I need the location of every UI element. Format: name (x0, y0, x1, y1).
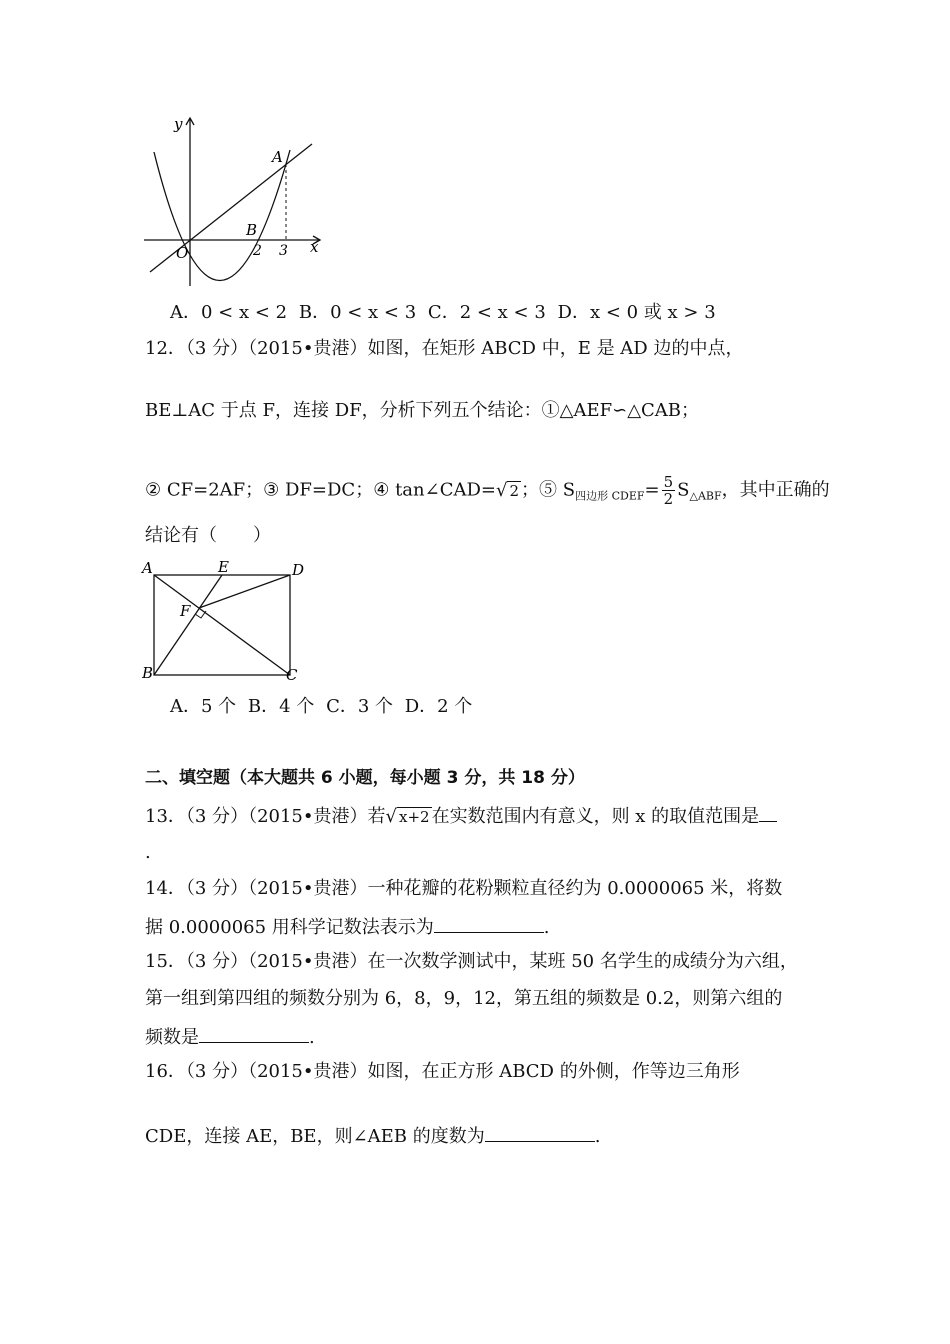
q16-line1: 16．（3 分）（2015•贵港）如图，在正方形 ABCD 的外侧，作等边三角形 (145, 1061, 740, 1082)
q12-line2: BE⊥AC 于点 F，连接 DF，分析下列五个结论：①△AEF∽△CAB； (145, 400, 700, 421)
point-a-label: A (272, 148, 283, 166)
y-label: y (174, 115, 183, 133)
q14-tail: . (543, 917, 550, 938)
q12-option-a[interactable]: A．5 个 (170, 696, 237, 717)
q13-tail: . (145, 842, 151, 863)
subscript-abf: △ABF (689, 489, 722, 503)
q15-line3 (145, 1024, 315, 1050)
q12-conclusions-c: ，其中正确的 (721, 479, 830, 501)
diagonal-ac (154, 575, 290, 675)
label-a: A (142, 559, 153, 577)
s-symbol: S (677, 479, 690, 501)
segment-df (199, 575, 290, 608)
q12-rectangle-figure (138, 556, 318, 686)
q15-line3-text: 频数是 (145, 1027, 199, 1048)
q13-suffix: 在实数范围内有意义，则 x 的取值范围是 (431, 806, 760, 827)
q11-option-b[interactable]: B．0 < x < 3 (298, 302, 417, 323)
q14-line2 (145, 914, 550, 940)
q11-option-d[interactable]: D．x < 0 或 x > 3 (557, 302, 716, 323)
segment-be (154, 575, 222, 675)
q12-line1: 12．（3 分）（2015•贵港）如图，在矩形 ABCD 中，E 是 AD 边的中点， (145, 338, 744, 359)
q14-line1: 14．（3 分）（2015•贵港）一种花瓣的花粉颗粒直径约为 0.0000065 米，将数 (145, 878, 783, 899)
q13-prefix: 13．（3 分）（2015•贵港）若 (145, 806, 386, 827)
x-label: x (310, 238, 319, 256)
q11-options (170, 301, 722, 325)
tick-3-label: 3 (279, 243, 288, 259)
section-heading: 二、填空题（本大题共 6 小题，每小题 3 分，共 18 分） (145, 768, 585, 788)
tick-2-label: 2 (253, 243, 262, 259)
q15-tail: . (309, 1027, 315, 1048)
q14-line2-text: 据 0.0000065 用科学记数法表示为 (145, 917, 434, 938)
q12-line4: 结论有（ ） (145, 525, 271, 546)
q11-option-a[interactable]: A．0 < x < 2 (170, 302, 288, 323)
q13-answer-blank[interactable] (759, 803, 777, 822)
q16-line2-text: CDE，连接 AE，BE，则∠AEB 的度数为 (145, 1126, 485, 1147)
q16-answer-blank[interactable] (485, 1123, 595, 1142)
q12-option-d[interactable]: D．2 个 (404, 696, 473, 717)
q12-option-b[interactable]: B．4 个 (247, 696, 315, 717)
fraction-5-2: $\frac{5}{2}$ (663, 473, 674, 508)
q16-line2 (145, 1123, 600, 1149)
label-f: F (180, 602, 191, 620)
label-c: C (286, 666, 298, 684)
q16-tail: . (594, 1126, 601, 1147)
q12-conclusions-a: ② CF=2AF；③ DF=DC；④ tan∠CAD= (145, 479, 496, 501)
q13-line1 (145, 803, 777, 829)
label-d: D (292, 561, 305, 579)
origin-label: O (176, 244, 189, 262)
equals-sign: = (644, 479, 660, 501)
label-b: B (142, 664, 154, 682)
q12-conclusions-b: ；⑤ S (521, 479, 576, 501)
q15-answer-blank[interactable] (199, 1024, 309, 1043)
q11-option-c[interactable]: C．2 < x < 3 (427, 302, 546, 323)
q12-option-c[interactable]: C．3 个 (326, 696, 394, 717)
point-b-label: B (246, 221, 258, 239)
label-e: E (218, 558, 229, 576)
q15-line2: 第一组到第四组的频数分别为 6，8，9，12，第五组的频数是 0.2，则第六组的 (145, 988, 783, 1009)
q15-line1: 15．（3 分）（2015•贵港）在一次数学测试中，某班 50 名学生的成绩分为六组， (145, 951, 798, 972)
q12-line3 (145, 474, 830, 510)
q12-options (170, 695, 478, 719)
sqrt-2: √ 2 (496, 479, 520, 501)
sqrt-x-plus-2: √ x+2 (385, 806, 430, 827)
q11-graph (140, 112, 330, 290)
q14-answer-blank[interactable] (434, 914, 544, 933)
subscript-cdef: 四边形 CDEF (575, 489, 645, 503)
